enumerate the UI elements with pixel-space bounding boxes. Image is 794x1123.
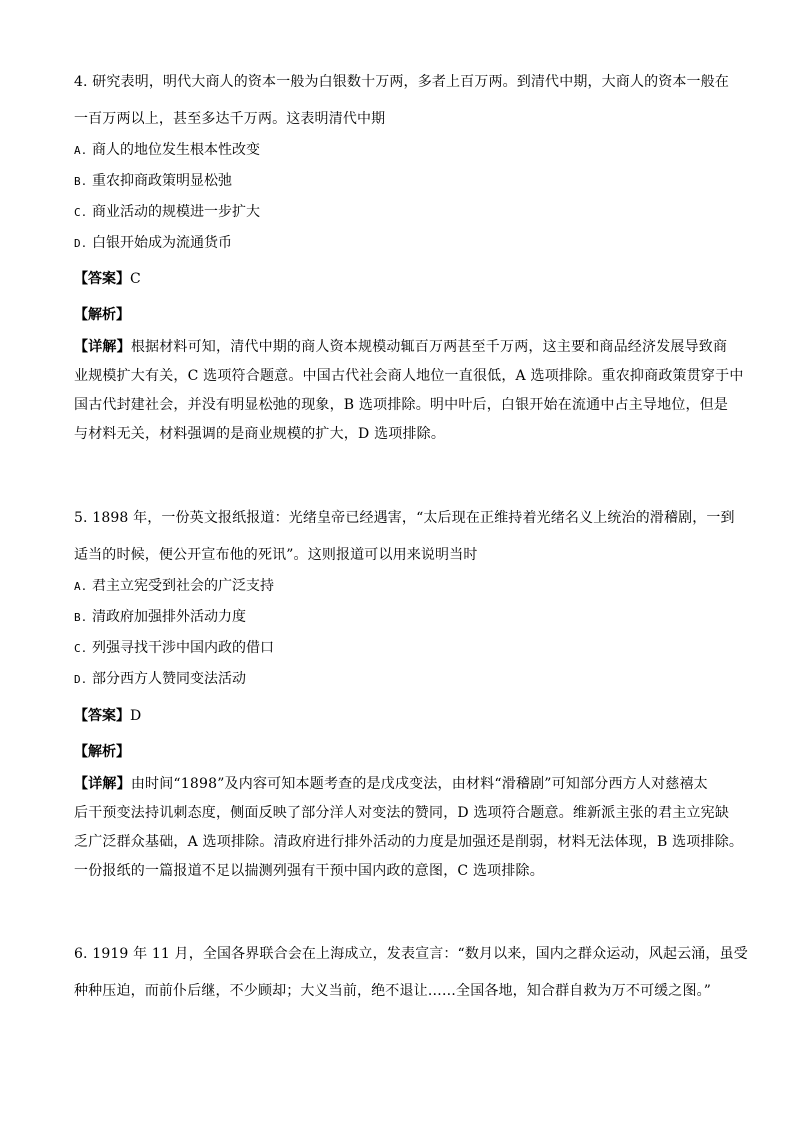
explanation-line: 与材料无关，材料强调的是商业规模的扩大，D 选项排除。: [74, 426, 446, 442]
explanation-line: 一份报纸的一篇报道不足以揣测列强有干预中国内政的意图，C 选项排除。: [74, 863, 544, 879]
explanation-line: 后干预变法持讥刺态度，侧面反映了部分洋人对变法的赞同，D 选项符合题意。维新派主张的君主立宪缺: [74, 805, 730, 821]
option-key: D.: [74, 673, 88, 686]
option-key: B.: [74, 175, 88, 188]
option-a: [74, 135, 724, 166]
option-text: 清政府加强排外活动力度: [92, 609, 246, 625]
option-c: [74, 633, 724, 664]
detail-label: 【详解】: [74, 339, 131, 355]
option-key: A.: [74, 580, 88, 593]
question-4-stem: [74, 64, 730, 138]
question-4-answer: [74, 261, 724, 333]
explanation-line: 乏广泛群众基础，A 选项排除。清政府进行排外活动的力度是加强还是削弱，材料无法体现，B 选项排除。: [74, 834, 744, 850]
stem-line: 4. 研究表明，明代大商人的资本一般为白银数十万两，多者上百万两。到清代中期，大商人的资本一般在: [74, 74, 730, 90]
explanation-line: 国古代封建社会，并没有明显松弛的现象，B 选项排除。明中叶后，白银开始在流通中占主导地位，但是: [74, 397, 729, 413]
answer-label: 【答案】: [74, 708, 130, 724]
option-text: 部分西方人赞同变法活动: [92, 671, 246, 687]
detail-label: 【详解】: [74, 776, 131, 792]
option-key: A.: [74, 144, 88, 157]
option-d: [74, 664, 724, 695]
answer-value: D: [130, 708, 142, 724]
option-text: 君主立宪受到社会的广泛支持: [92, 578, 274, 594]
question-5-stem: [74, 500, 735, 574]
option-b: [74, 602, 724, 633]
stem-line: 适当的时候，便公开宣布他的死讯”。这则报道可以用来说明当时: [74, 547, 478, 563]
option-b: [74, 166, 724, 197]
explanation-line: 业规模扩大有关，C 选项符合题意。中国古代社会商人地位一直很低，A 选项排除。重农抑商政策贯穿于中: [74, 368, 744, 384]
option-text: 商人的地位发生根本性改变: [92, 142, 260, 158]
option-text: 商业活动的规模进一步扩大: [92, 204, 260, 220]
option-key: B.: [74, 611, 88, 624]
question-4-options: [74, 135, 724, 259]
option-text: 重农抑商政策明显松弛: [92, 173, 232, 189]
option-d: [74, 228, 724, 259]
explanation-line: 由时间“1898”及内容可知本题考查的是戊戌变法，由材料“滑稽剧”可知部分西方人对慈禧太: [130, 776, 708, 792]
stem-line: 5. 1898 年，一份英文报纸报道：光绪皇帝已经遇害，“太后现在正维持着光绪名义上统治的滑稽剧，一到: [74, 510, 735, 526]
question-6-stem: [74, 936, 748, 1010]
option-c: [74, 197, 724, 228]
stem-line: 一百万两以上，甚至多达千万两。这表明清代中期: [74, 111, 386, 127]
answer-value: C: [130, 271, 141, 287]
analysis-label: 【解析】: [74, 307, 130, 323]
explanation-line: 根据材料可知，清代中期的商人资本规模动辄百万两甚至千万两，这主要和商品经济发展导致商: [130, 339, 728, 355]
option-key: D.: [74, 237, 88, 250]
option-text: 白银开始成为流通货币: [92, 235, 232, 251]
answer-label: 【答案】: [74, 271, 130, 287]
stem-line: 6. 1919 年 11 月，全国各界联合会在上海成立，发表宣言：“数月以来，国内之群众运动，风起云涌，虽受: [74, 946, 748, 962]
question-5-answer: [74, 698, 724, 770]
option-key: C.: [74, 642, 88, 655]
option-key: C.: [74, 206, 88, 219]
question-5-options: [74, 571, 724, 695]
analysis-label: 【解析】: [74, 744, 130, 760]
option-a: [74, 571, 724, 602]
stem-line: 种种压迫，而前仆后继，不少顾却；大义当前，绝不退让……全国各地，知合群自救为万不可缓之图。”: [74, 983, 712, 999]
option-text: 列强寻找干涉中国内政的借口: [92, 640, 274, 656]
question-4-explanation: [74, 333, 744, 449]
question-5-explanation: [74, 770, 744, 886]
